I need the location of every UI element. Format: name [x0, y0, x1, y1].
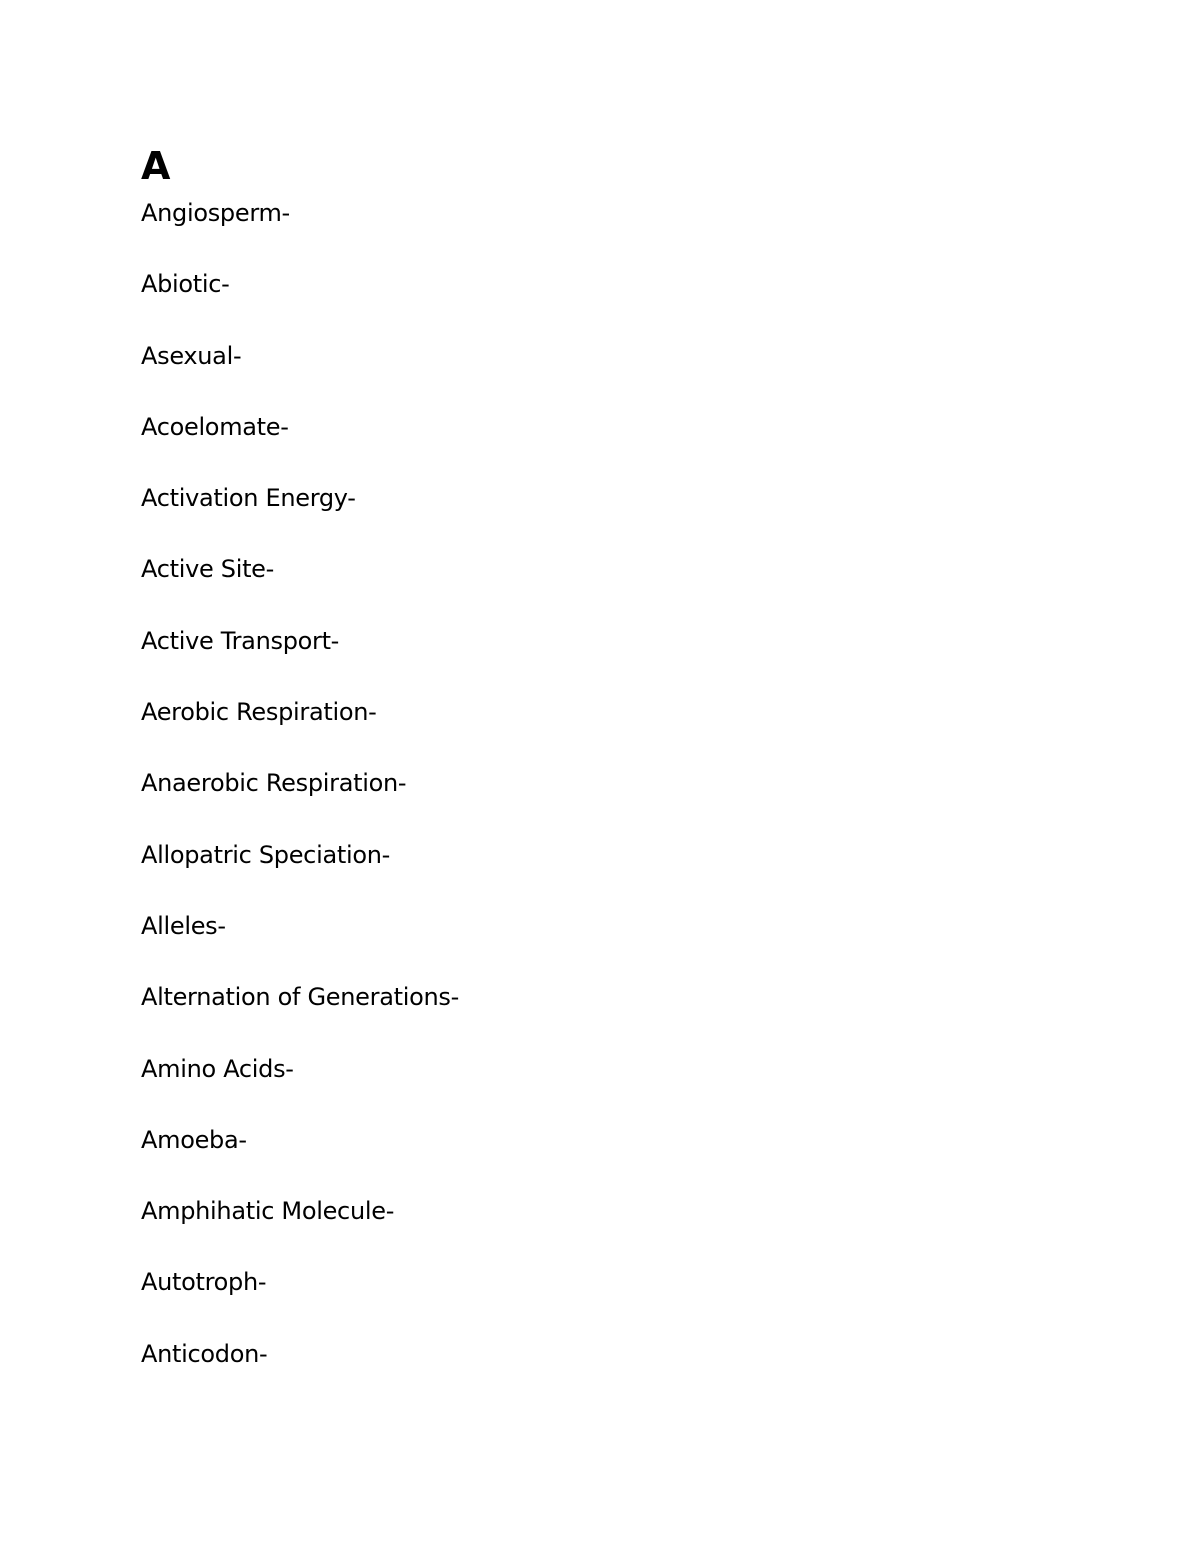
glossary-term: Autotroph- — [141, 1268, 267, 1297]
glossary-term: Alternation of Generations- — [141, 983, 459, 1012]
glossary-term: Aerobic Respiration- — [141, 698, 377, 727]
glossary-term: Amphihatic Molecule- — [141, 1197, 395, 1226]
glossary-term: Amino Acids- — [141, 1054, 294, 1083]
glossary-term: Acoelomate- — [141, 412, 289, 441]
section-letter-heading: A — [141, 144, 171, 188]
glossary-term: Asexual- — [141, 341, 242, 370]
glossary-term: Alleles- — [141, 911, 226, 940]
glossary-term: Allopatric Speciation- — [141, 840, 390, 869]
glossary-term: Anaerobic Respiration- — [141, 769, 407, 798]
glossary-term: Abiotic- — [141, 270, 230, 299]
glossary-term: Active Site- — [141, 555, 275, 584]
glossary-term: Activation Energy- — [141, 484, 356, 513]
glossary-term-list — [141, 197, 459, 1409]
glossary-term: Amoeba- — [141, 1125, 247, 1154]
glossary-term: Angiosperm- — [141, 199, 290, 227]
glossary-term: Anticodon- — [141, 1339, 268, 1368]
glossary-term: Active Transport- — [141, 626, 340, 655]
